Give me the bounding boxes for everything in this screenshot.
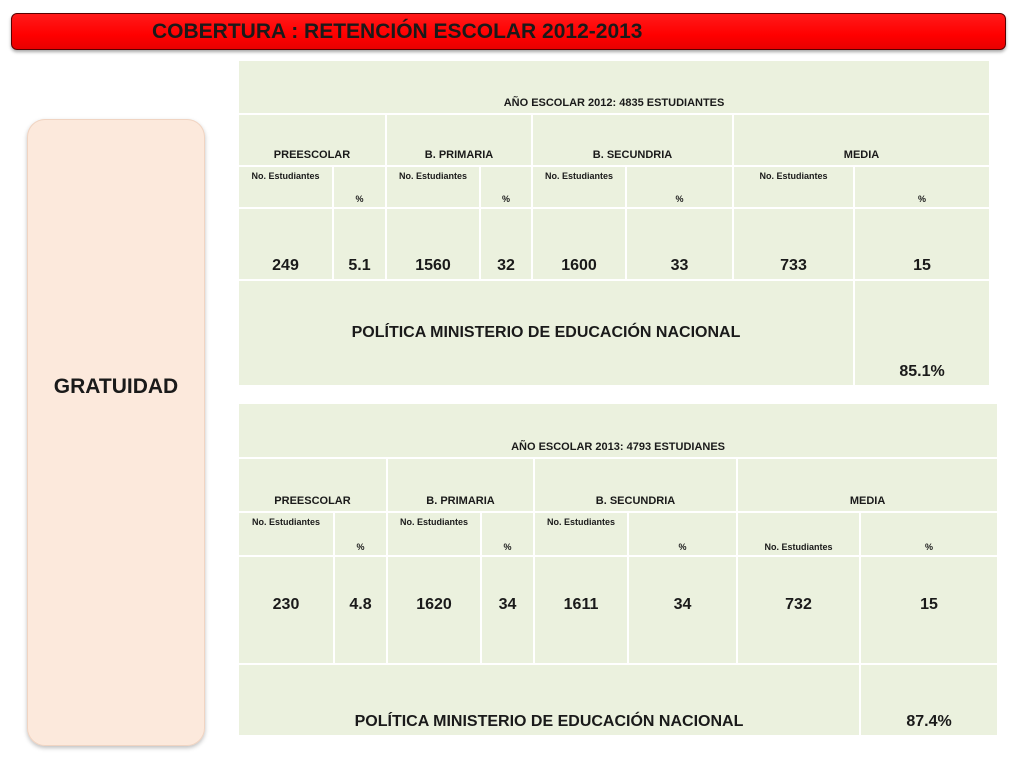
level-secundaria: B. SECUNDRIA [534, 458, 737, 512]
pct-label: % [334, 512, 387, 556]
value-count: 732 [737, 556, 860, 664]
count-label: No. Estudiantes [534, 512, 628, 556]
pct-label: % [854, 166, 990, 208]
value-count: 1600 [532, 208, 626, 280]
level-secundaria: B. SECUNDRIA [532, 114, 733, 166]
side-label: GRATUIDAD [53, 375, 179, 398]
count-label: No. Estudiantes [532, 166, 626, 208]
side-panel [27, 119, 205, 746]
pct-label: % [333, 166, 386, 208]
level-preescolar: PREESCOLAR [238, 458, 387, 512]
title-banner [11, 13, 1006, 50]
value-pct: 32 [480, 208, 532, 280]
table-2012 [237, 59, 991, 387]
value-pct: 15 [854, 208, 990, 280]
value-pct: 33 [626, 208, 733, 280]
value-count: 249 [238, 208, 333, 280]
count-label: No. Estudiantes [737, 512, 860, 556]
value-pct: 34 [481, 556, 534, 664]
value-count: 1620 [387, 556, 481, 664]
count-label: No. Estudiantes [386, 166, 480, 208]
value-pct: 4.8 [334, 556, 387, 664]
page-title: COBERTURA : RETENCIÓN ESCOLAR 2012-2013 [152, 20, 643, 43]
count-label: No. Estudiantes [733, 166, 854, 208]
pct-label: % [481, 512, 534, 556]
total-percentage: 85.1% [854, 280, 990, 386]
value-count: 1560 [386, 208, 480, 280]
value-pct: 34 [628, 556, 737, 664]
year-header: AÑO ESCOLAR 2012: 4835 ESTUDIANTES [238, 60, 990, 114]
table-2013 [237, 402, 999, 737]
level-media: MEDIA [733, 114, 990, 166]
pct-label: % [626, 166, 733, 208]
count-label: No. Estudiantes [387, 512, 481, 556]
level-preescolar: PREESCOLAR [238, 114, 386, 166]
value-count: 1611 [534, 556, 628, 664]
value-count: 733 [733, 208, 854, 280]
level-media: MEDIA [737, 458, 998, 512]
pct-label: % [860, 512, 998, 556]
value-count: 230 [238, 556, 334, 664]
pct-label: % [628, 512, 737, 556]
value-pct: 15 [860, 556, 998, 664]
year-header: AÑO ESCOLAR 2013: 4793 ESTUDIANES [238, 403, 998, 458]
count-label: No. Estudiantes [238, 166, 333, 208]
total-percentage: 87.4% [860, 664, 998, 736]
pct-label: % [480, 166, 532, 208]
policy-label: POLÍTICA MINISTERIO DE EDUCACIÓN NACIONAL [238, 664, 860, 736]
count-label: No. Estudiantes [238, 512, 334, 556]
level-primaria: B. PRIMARIA [386, 114, 532, 166]
level-primaria: B. PRIMARIA [387, 458, 534, 512]
value-pct: 5.1 [333, 208, 386, 280]
policy-label: POLÍTICA MINISTERIO DE EDUCACIÓN NACIONAL [238, 280, 854, 386]
